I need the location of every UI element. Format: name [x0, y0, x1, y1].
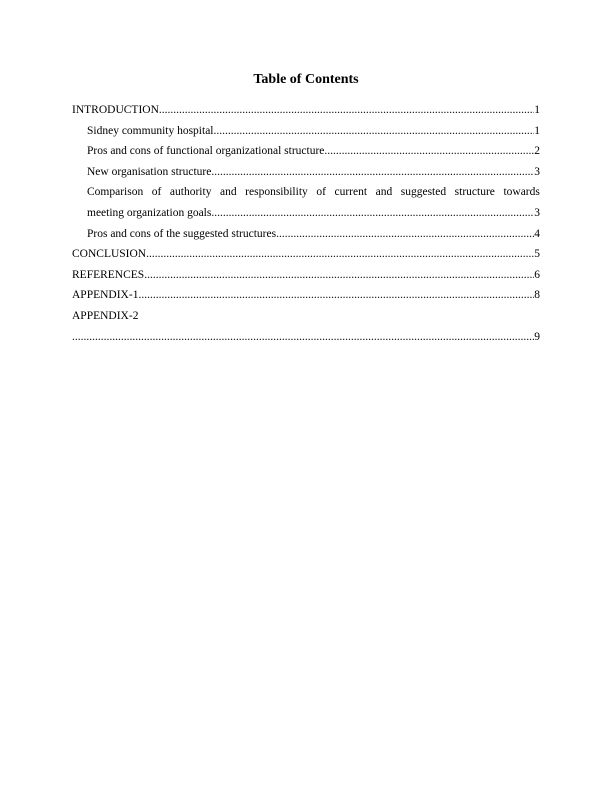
toc-page-number: 1: [534, 104, 540, 116]
toc-word: towards: [503, 186, 540, 199]
toc-entry-label: APPENDIX-2: [72, 309, 139, 322]
toc-word: suggested: [400, 186, 447, 199]
toc-page-number: 4: [534, 227, 540, 240]
toc-page-number: 3: [534, 165, 540, 178]
toc-entry-label: New organisation structure.: [87, 165, 215, 178]
toc-entry-label: Pros and cons of functional organizational structure: [87, 145, 325, 158]
toc-page-number: 9: [534, 330, 540, 343]
toc-dot-leader: [146, 244, 534, 265]
toc-entry-appendix-2[interactable]: [72, 306, 540, 347]
toc-word: structure: [454, 186, 495, 199]
toc-entry-label: CONCLUSION: [72, 248, 147, 261]
toc-entry-label: Pros and cons of the suggested structures: [87, 227, 277, 240]
toc-entry-appendix-1[interactable]: [72, 285, 540, 306]
toc-dot-leader: [211, 203, 534, 224]
toc-page-number: 5: [534, 248, 540, 261]
toc-entry-label: REFERENCES: [72, 268, 145, 281]
toc-dot-leader: [324, 141, 534, 162]
toc-entry-conclusion[interactable]: [72, 244, 540, 265]
toc-entry-label: Sidney community hospital: [87, 124, 214, 137]
toc-entry-pros-cons-functional[interactable]: [72, 141, 540, 162]
toc-word: of: [151, 186, 162, 199]
toc-word: Comparison: [87, 186, 144, 199]
toc-entry-label-line-2: [87, 203, 540, 224]
toc-entry-label: APPENDIX-1: [72, 289, 139, 302]
toc-entry-leader-line: [72, 327, 540, 348]
toc-page-number: 8: [534, 289, 540, 302]
toc-entry-label: INTRODUCTION: [72, 104, 159, 116]
toc-word: current: [334, 186, 368, 199]
toc-entry-new-organisation-structure[interactable]: [72, 162, 540, 183]
toc-entry-label-line-1: [87, 182, 540, 203]
toc-page-number: 3: [534, 206, 540, 219]
toc-entry-sidney-community-hospital[interactable]: [72, 121, 540, 142]
toc-title: Table of Contents: [253, 72, 359, 87]
toc-dot-leader: [214, 121, 535, 142]
toc-dot-leader: [72, 327, 534, 348]
toc-entry-references[interactable]: [72, 265, 540, 286]
toc-dot-leader: [214, 162, 534, 183]
table-of-contents: [72, 100, 540, 347]
toc-word: authority: [169, 186, 212, 199]
toc-word: of: [316, 186, 326, 199]
toc-entry-pros-cons-suggested[interactable]: [72, 224, 540, 245]
toc-page-number: 6: [534, 268, 540, 281]
toc-dot-leader: [159, 100, 534, 121]
toc-page-number: 2: [534, 145, 540, 158]
toc-dot-leader: [276, 224, 534, 245]
toc-entry-introduction[interactable]: [72, 100, 540, 121]
toc-dot-leader: [144, 265, 534, 286]
toc-entry-label: meeting organization goals: [87, 206, 212, 219]
toc-entry-comparison-authority[interactable]: [72, 182, 540, 223]
toc-word: and: [375, 186, 393, 199]
toc-page-number: 1: [534, 124, 540, 137]
toc-word: and: [220, 186, 237, 199]
toc-dot-leader: [138, 285, 534, 306]
toc-word: responsibility: [245, 186, 308, 199]
